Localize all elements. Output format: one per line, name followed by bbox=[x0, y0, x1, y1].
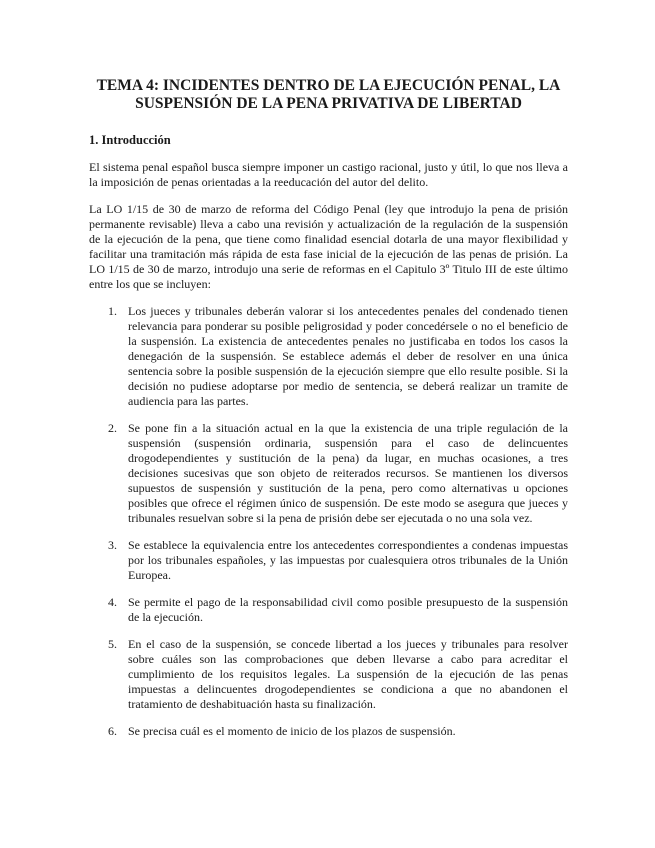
list-item-text: En el caso de la suspensión, se concede libertad a los jueces y tribunales para resolver sobre cuáles son las comprobaciones que deben llevarse a cabo para acreditar el cumplimiento de los requisitos legales. La suspensión de la ejecución de las penas impuestas a delincuentes drogodependientes se condiciona a que no abandonen el tratamiento de deshabituación hasta su finalización. bbox=[128, 637, 568, 711]
title-line-1: TEMA 4: INCIDENTES DENTRO DE LA EJECUCIÓN PENAL, LA bbox=[96, 77, 561, 94]
reform-list bbox=[89, 304, 568, 739]
list-item bbox=[89, 538, 568, 583]
list-item-number: 1. bbox=[108, 304, 117, 318]
list-item-number: 3. bbox=[108, 538, 117, 552]
list-item-text: Los jueces y tribunales deberán valorar si los antecedentes penales del condenado tienen relevancia para ponderar su posible peligrosidad y poder concedérsele o no el beneficio de la suspensión. La existencia de antecedentes penales no justificaba en todos los casos la denegación de la suspensión. Se establece además el deber de resolver en una única sentencia sobre la posible suspensión de la ejecución siempre que ello resulte posible. Si la decisión no pudiese adoptarse por medio de sentencia, se deberá realizar un tramite de audiencia para las partes. bbox=[128, 304, 568, 408]
intro-paragraph: El sistema penal español busca siempre imponer un castigo racional, justo y útil, lo que nos lleva a la imposición de penas orientadas a la reeducación del autor del delito. bbox=[89, 160, 568, 189]
list-item bbox=[89, 304, 568, 409]
list-item bbox=[89, 637, 568, 712]
list-item bbox=[89, 724, 568, 739]
list-item bbox=[89, 595, 568, 625]
list-item bbox=[89, 421, 568, 526]
list-item-number: 4. bbox=[108, 595, 117, 609]
list-item-text: Se permite el pago de la responsabilidad civil como posible presupuesto de la suspensión de la ejecución. bbox=[128, 595, 568, 624]
list-item-number: 6. bbox=[108, 724, 117, 738]
list-item-text: Se establece la equivalencia entre los antecedentes correspondientes a condenas impuestas por los tribunales españoles, y las impuestas por cualesquiera otros tribunales de la Unión Europea. bbox=[128, 538, 568, 582]
title-line-2: SUSPENSIÓN DE LA PENA PRIVATIVA DE LIBERTAD bbox=[135, 95, 522, 112]
document-title bbox=[89, 77, 568, 113]
list-item-number: 2. bbox=[108, 421, 117, 435]
list-item-text: Se pone fin a la situación actual en la que la existencia de una triple regulación de la suspensión (suspensión ordinaria, suspensión para el caso de delincuentes drogodependientes y sustitución de la pena) da lugar, en muchas ocasiones, a tres decisiones sucesivas que son objeto de reiterados recursos. Se mantienen los diversos supuestos de suspensión y sustitución de la pena, pero como alternativas u opciones posibles que ofrece el régimen único de suspensión. De este modo se asegura que jueces y tribunales resuelvan sobre si la pena de prisión debe ser ejecutada o no una sola vez. bbox=[128, 421, 568, 525]
list-item-text: Se precisa cuál es el momento de inicio de los plazos de suspensión. bbox=[128, 724, 456, 738]
section-heading: 1. Introducción bbox=[89, 133, 171, 147]
list-item-number: 5. bbox=[108, 637, 117, 651]
reform-paragraph: La LO 1/15 de 30 de marzo de reforma del Código Penal (ley que introdujo la pena de prisión permanente revisable) lleva a cabo una revisión y actualización de la regulación de la suspensión de la ejecución de la pena, que tiene como finalidad esencial dotarla de una mayor flexibilidad y facilitar una tramitación más rápida de esta fase inicial de la ejecución de las penas de prisión. La LO 1/15 de 30 de marzo, introdujo una serie de reformas en el Capitulo 3º Titulo III de este último entre los que se incluyen: bbox=[89, 202, 568, 291]
